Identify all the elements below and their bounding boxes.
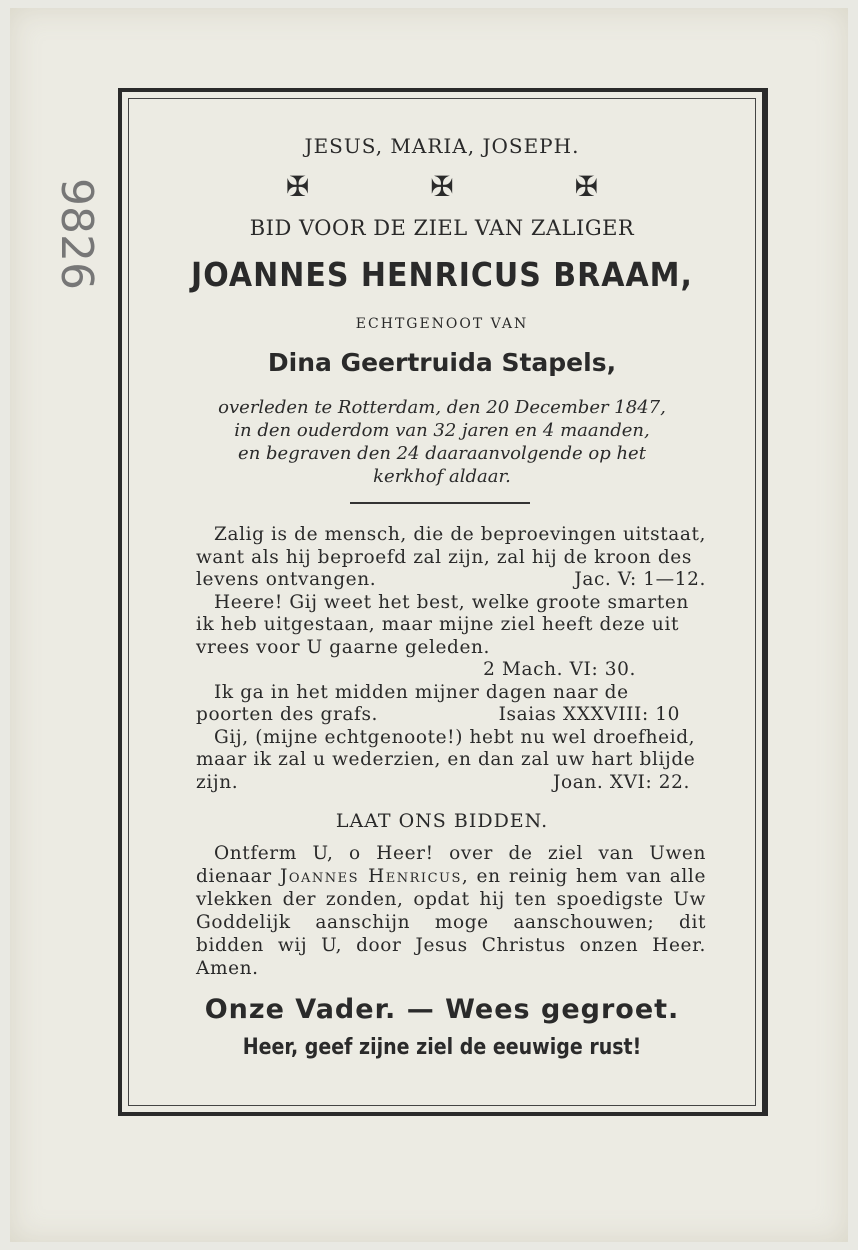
our-father-line: Onze Vader. — Wees gegroet. [204,994,680,1025]
detail-line: en begraven den 24 daaraanvolgende op het [238,443,646,464]
cross-icons: ✠ ✠ ✠ [285,170,655,203]
rest-line: Heer, geef zijne ziel de eeuwige rust! [242,1034,642,1060]
prayer-name: Joannes Henricus [279,866,462,887]
prayer-before: Ontferm U, o Heer! over de ziel van Uwen dienaar [196,843,706,887]
card-content [122,92,762,1112]
quote-text: Ik ga in het midden mijner dagen naar de poorten des grafs. [196,681,629,725]
quote-reference: Isaias XXXVIII: 10 [498,704,680,725]
scripture-quote [196,727,706,795]
spouse-name: Dina Geertruida Stapels, [267,348,617,377]
detail-line: overleden te Rotterdam, den 20 December 1847, [218,397,666,418]
scripture-quote [196,524,706,592]
divider [350,502,530,504]
scripture-quote [196,592,706,660]
detail-line: kerkhof aldaar. [373,466,511,487]
scripture-quotes [196,524,706,794]
detail-line: in den ouderdom van 32 jaren en 4 maanden, [234,420,650,441]
quote-text: Zalig is de mensch, die de beproevingen uitstaat, want als hij beproefd zal zijn, zal hij de kroon des levens ontvangen. [196,524,706,590]
quote-text: Heere! Gij weet het best, welke groote smarten ik heb uitgestaan, maar mijne ziel heeft deze uit vrees voor U gaarne geleden. [196,591,689,658]
quote-reference: Joan. XVI: 22. [552,771,690,793]
quote-reference: 2 Mach. VI: 30. [483,659,636,680]
memorial-card [10,8,848,1242]
pray-for-heading: BID VOOR DE ZIEL VAN ZALIGER [249,216,635,240]
prayer-title: LAAT ONS BIDDEN. [335,810,549,832]
scripture-quote [196,682,706,727]
quote-reference: Jac. V: 1—12. [574,569,706,590]
quote-text: Gij, (mijne echtgenoote!) hebt nu wel droefheid, maar ik zal u wederzien, en dan zal uw hart blijde zijn. [196,726,696,793]
invocation: JESUS, MARIA, JOSEPH. [304,134,580,158]
prayer-after: , en reinig hem van alle vlekken der zonden, opdat hij ten spoedigste Uw Goddelijk aanschijn moge aanschouwen; dit bidden wij U, door Jesus Christus onzen Heer. Amen. [196,866,706,979]
deceased-name: JOANNES HENRICUS BRAAM, [191,256,693,295]
death-details [122,396,762,488]
prayer-text [196,842,706,980]
card-border [118,88,768,1116]
archive-number: 9826 [51,178,102,290]
spouse-label: ECHTGENOOT VAN [355,316,529,332]
